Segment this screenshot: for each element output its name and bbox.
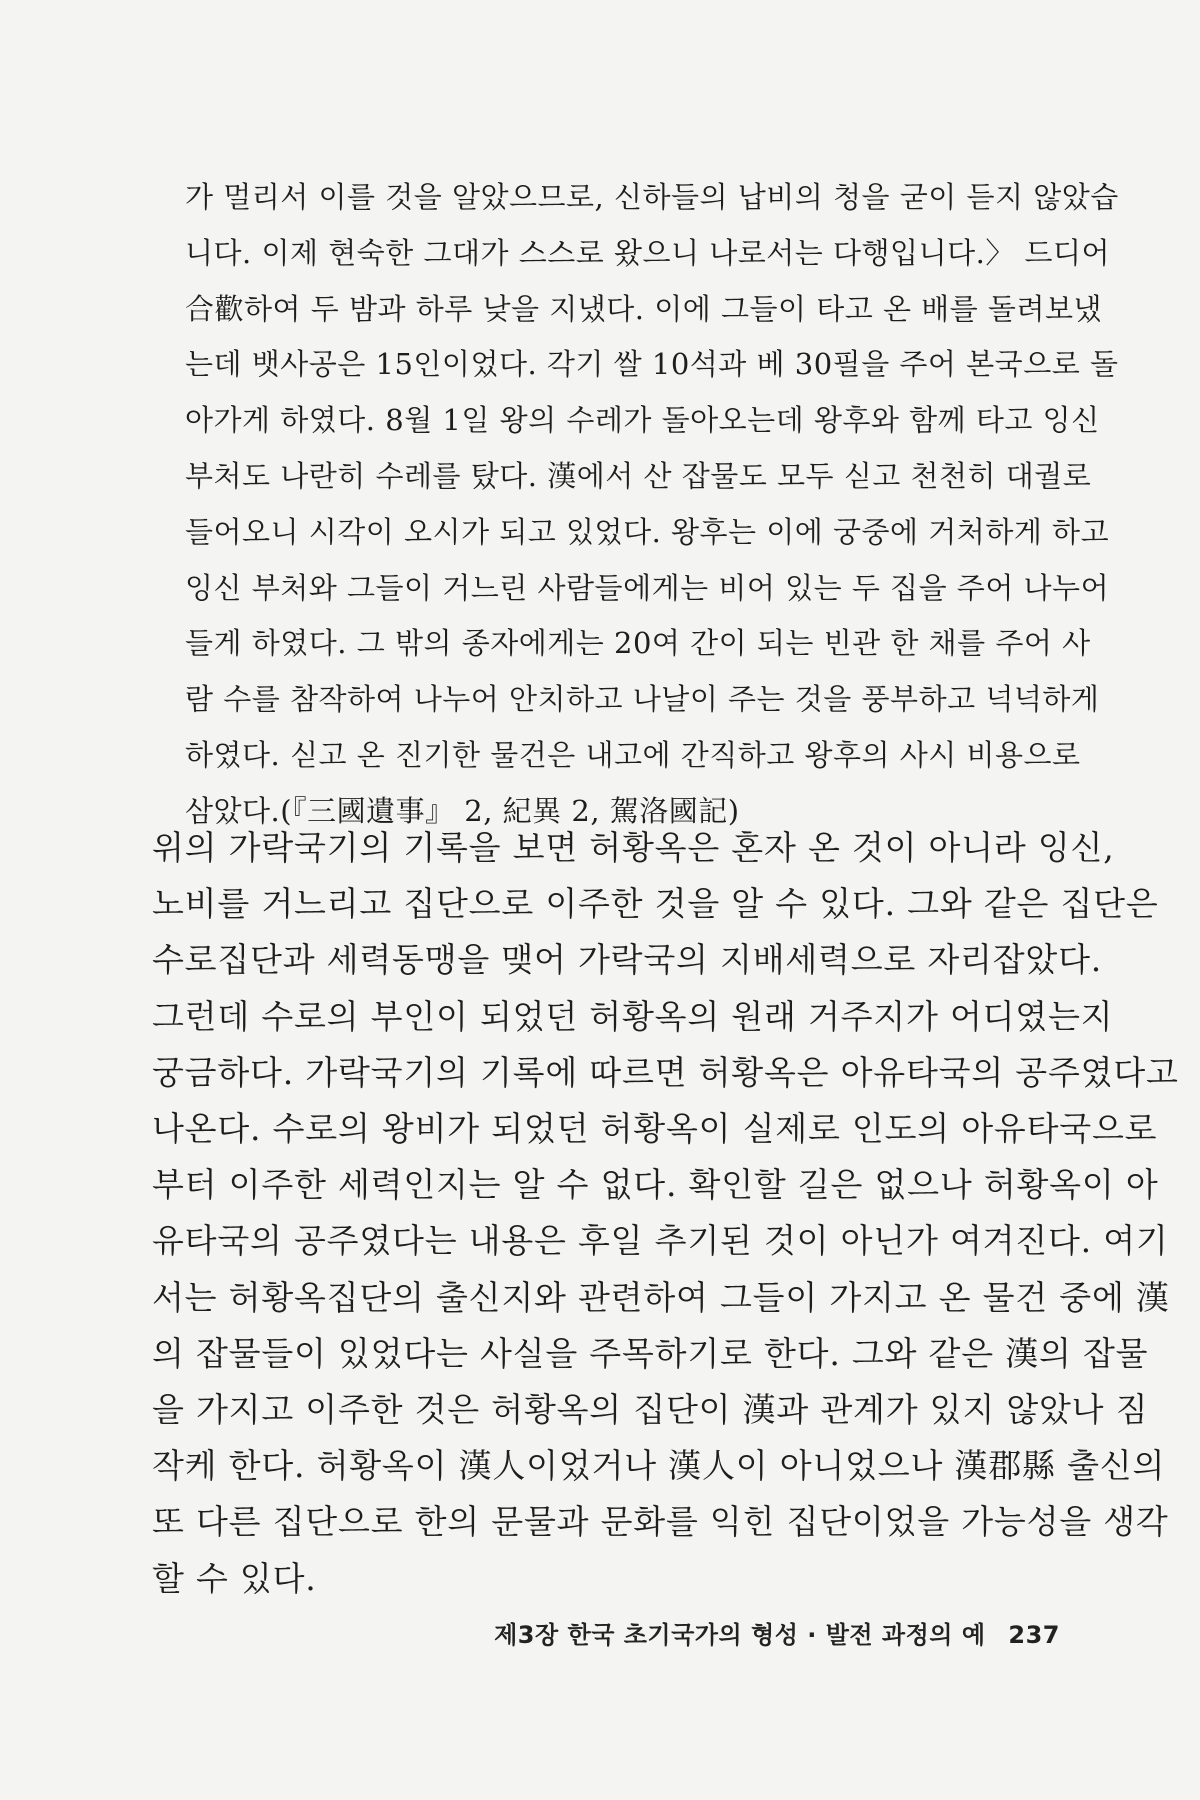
quoted-passage [185,170,1119,840]
body-line: 궁금하다. 가락국기의 기록에 따르면 허황옥은 아유타국의 공주였다고 [152,1052,1179,1092]
body-line: 을 가지고 이주한 것은 허황옥의 집단이 漢과 관계가 있지 않았나 짐 [152,1390,1149,1430]
page-footer [480,1615,1060,1650]
body-line: 의 잡물들이 있었다는 사실을 주목하기로 한다. 그와 같은 漢의 잡물 [152,1333,1149,1373]
body-line: 또 다른 집단으로 한의 문물과 문화를 익힌 집단이었을 가능성을 생각 [152,1502,1169,1542]
quote-line: 는데 뱃사공은 15인이었다. 각기 쌀 10석과 베 30필을 주어 본국으로 돌 [185,347,1119,382]
body-line: 수로집단과 세력동맹을 맺어 가락국의 지배세력으로 자리잡았다. [152,940,1103,980]
quote-line: 들어오니 시각이 오시가 되고 있었다. 왕후는 이에 궁중에 거처하게 하고 [185,514,1110,549]
body-line: 작케 한다. 허황옥이 漢人이었거나 漢人이 아니었으나 漢郡縣 출신의 [152,1446,1166,1486]
body-line: 노비를 거느리고 집단으로 이주한 것을 알 수 있다. 그와 같은 집단은 [152,884,1159,924]
page-number: 237 [1008,1621,1060,1649]
quote-line: 가 멀리서 이를 것을 알았으므로, 신하들의 납비의 청을 굳이 듣지 않았습 [185,180,1119,214]
body-line: 부터 이주한 세력인지는 알 수 없다. 확인할 길은 없으나 허황옥이 아 [152,1165,1159,1205]
quote-line: 부처도 나란히 수레를 탔다. 漢에서 산 잡물도 모두 싣고 천천히 대궐로 [185,458,1092,493]
running-header-chapter: 제3장 한국 초기국가의 형성 · 발전 과정의 예 [494,1621,986,1649]
body-line: 위의 가락국기의 기록을 보면 허황옥은 혼자 온 것이 아니라 잉신, [152,828,1115,867]
quote-line: 잉신 부처와 그들이 거느린 사람들에게는 비어 있는 두 집을 주어 나누어 [185,570,1110,605]
quote-line: 람 수를 참작하여 나누어 안치하고 나날이 주는 것을 풍부하고 넉넉하게 [185,682,1100,717]
body-line: 그런데 수로의 부인이 되었던 허황옥의 원래 거주지가 어디였는지 [152,996,1114,1036]
body-line: 유타국의 공주였다는 내용은 후일 추기된 것이 아닌가 여겨진다. 여기 [152,1221,1169,1261]
body-line: 할 수 있다. [152,1558,317,1598]
quote-line: 니다. 이제 현숙한 그대가 스스로 왔으니 나로서는 다행입니다.〉 드디어 [185,235,1111,270]
body-line: 서는 허황옥집단의 출신지와 관련하여 그들이 가지고 온 물건 중에 漢 [152,1277,1170,1317]
quote-line: 들게 하였다. 그 밖의 종자에게는 20여 간이 되는 빈관 한 채를 주어 사 [185,626,1091,661]
quote-line: 아가게 하였다. 8월 1일 왕의 수레가 돌아오는데 왕후와 함께 타고 잉신 [185,403,1100,438]
quote-line-citation: 삼았다.(『三國遺事』 2, 紀異 2, 駕洛國記) [185,793,740,828]
body-line: 나온다. 수로의 왕비가 되었던 허황옥이 실제로 인도의 아유타국으로 [152,1109,1158,1149]
quote-line: 合歡하여 두 밤과 하루 낮을 지냈다. 이에 그들이 타고 온 배를 돌려보냈 [185,291,1102,326]
quote-line: 하였다. 싣고 온 진기한 물건은 내고에 간직하고 왕후의 사시 비용으로 [185,737,1081,772]
body-paragraphs [152,820,1179,1607]
